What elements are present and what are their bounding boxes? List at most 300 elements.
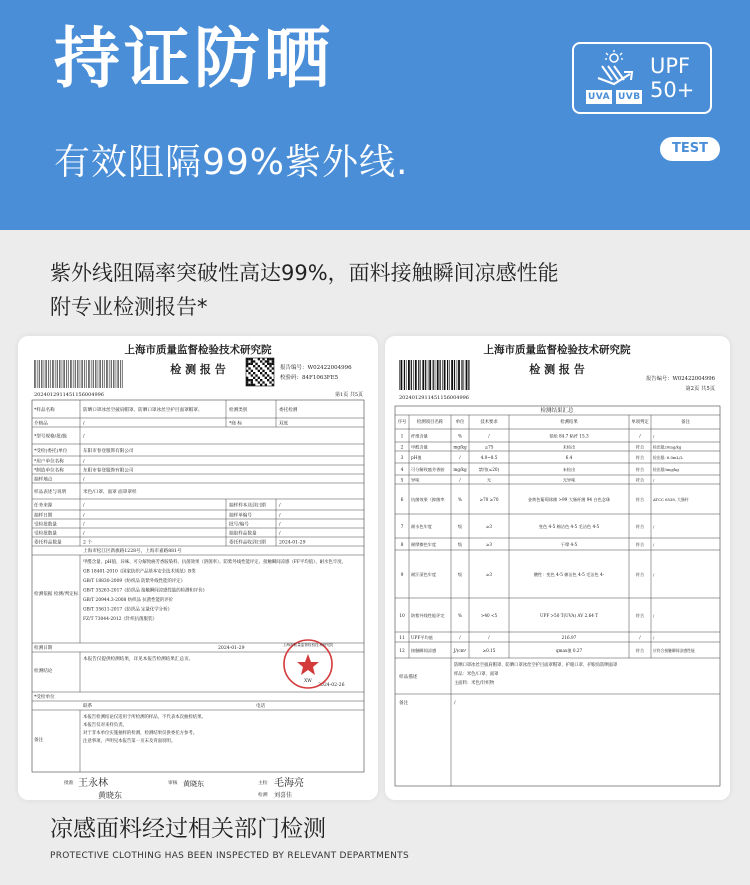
field-label: 抽样地点 <box>34 477 53 483</box>
remark-value: / <box>454 701 456 706</box>
qr-module <box>251 363 253 365</box>
barcode-bar <box>52 360 53 388</box>
headline-title: 持证防晒 <box>54 20 334 97</box>
test-note: ATCC 6538, 大肠杆 <box>653 497 689 502</box>
test-unit: / <box>459 455 461 460</box>
test-note: / <box>653 433 655 439</box>
qr-module <box>251 358 253 360</box>
test-note: 应符合接触瞬间凉感性能 <box>653 648 695 653</box>
basis-line: GB/T 35611-2017《纺织品 定量化学分析》 <box>83 607 172 613</box>
row-number: 9 <box>400 573 404 578</box>
qr-module <box>267 358 269 360</box>
barcode-bar <box>66 360 67 388</box>
qr-module <box>260 372 262 374</box>
main-signature: 毛海亮 <box>274 778 304 789</box>
qr-module <box>260 360 262 362</box>
test-result: qmax值 0.27 <box>555 648 583 653</box>
test-note: / <box>653 613 655 618</box>
upf-value: 50+ <box>650 78 695 102</box>
caption: 凉感面料经过相关部门检测 <box>50 816 326 842</box>
barcode-bar <box>102 360 103 388</box>
remark-line: 本报告仅对来样负责。 <box>83 723 127 728</box>
remark-line: 注意事项，声明见本报告第一页末及背面说明。 <box>83 739 176 744</box>
barcode-bar <box>38 360 39 388</box>
qr-module <box>248 379 250 381</box>
test-requirement: ≥70 ≥70 <box>479 497 499 502</box>
field-value: / <box>83 477 85 483</box>
qr-module <box>253 372 255 374</box>
field-value: 双度 <box>279 421 289 427</box>
test-item: 接触瞬间凉感 <box>411 648 437 653</box>
barcode-bar <box>444 360 446 390</box>
field-label: *型号规格/批/级 <box>34 434 67 440</box>
field-value: / <box>83 459 85 465</box>
basis-line: GB/T 18830-2009《纺织品 防紫外线性能的评定》 <box>83 579 186 584</box>
intro-line-2: 附专业检测报告* <box>50 295 208 319</box>
test-requirement: ≤75 <box>484 444 494 450</box>
barcode-bar <box>457 360 458 390</box>
test-item: pH值 <box>411 455 422 460</box>
check-code: 校验码：84F1063FE5 <box>280 375 339 381</box>
sample-line: 防晒口罩冰丝空披肩帽罩、防晒口罩冰丝空护目面罩帽罩、护眼口罩、护眼角防晒面罩 <box>454 663 618 668</box>
qr-module <box>269 365 271 367</box>
report-number: 报告编号：W02422004996 <box>280 365 352 371</box>
barcode-bar <box>90 360 91 388</box>
test-unit: mg/kg <box>453 444 467 450</box>
test-requirement: >40 <5 <box>480 613 498 618</box>
test-judgement: 符合 <box>635 444 645 450</box>
conclusion-label: 检测结论 <box>34 669 53 674</box>
test-result: 氨纶 84.7 粘纤 15.3 <box>549 433 589 439</box>
barcode-bar <box>458 360 460 390</box>
barcode-bar <box>74 360 75 388</box>
qr-module <box>251 374 253 376</box>
field-label: *受检(委托)单位 <box>34 449 68 454</box>
field-value: / <box>83 503 85 509</box>
row-number: 10 <box>399 614 405 619</box>
qr-module <box>262 358 264 360</box>
qr-module <box>267 367 269 369</box>
sample-line: 样品：米色/口罩、面罩 <box>454 672 499 677</box>
field-label: 任务来源 <box>34 503 53 509</box>
barcode-bar <box>99 360 100 388</box>
basis-label: 检测依据 检测/判定标 <box>34 592 79 597</box>
test-item: UPF平均值 <box>411 635 433 640</box>
qr-module <box>255 374 257 376</box>
barcode-bar <box>120 360 121 388</box>
qr-module <box>267 379 269 381</box>
test-item: 抗菌效果（抑菌率 <box>411 497 445 502</box>
report-serial: 2024012911451156004996 <box>34 392 104 398</box>
field-label: 抽样日期 <box>34 513 53 519</box>
test-requirement: ≥3 <box>485 542 493 547</box>
tester-label: 检测 <box>258 793 268 798</box>
barcode-bar <box>433 360 434 390</box>
qr-module <box>272 367 274 369</box>
test-judgement: 符合 <box>635 572 645 577</box>
test-result: 金黄色葡萄球菌 >99 大肠杆菌 94 白色念珠 <box>527 497 611 502</box>
barcode-bar <box>466 360 468 390</box>
stamp-star <box>297 654 319 675</box>
qr-module <box>248 384 250 386</box>
qr-module <box>251 379 253 381</box>
barcode-bar <box>110 360 111 388</box>
audit-label: 审核 <box>168 781 178 786</box>
test-result: 无异味 <box>562 477 576 483</box>
bottom-signature: 黄晓东 <box>98 791 122 800</box>
test-result: 216.97 <box>561 635 577 640</box>
row-number: 4 <box>400 468 404 473</box>
barcode-bar <box>84 360 85 388</box>
field-label: 检测类别 <box>229 408 248 413</box>
report-page-2 <box>385 336 730 800</box>
barcode-bar <box>108 360 109 388</box>
qr-module <box>246 363 248 365</box>
field-value: 防晒口罩冰丝空披肩帽罩、防晒口罩冰丝空护目面罩帽罩、 <box>83 408 203 413</box>
qr-module <box>253 365 255 367</box>
barcode-bar <box>418 360 419 390</box>
test-result: 未检出 <box>562 467 576 472</box>
barcode-bar <box>401 360 403 390</box>
test-note: / <box>653 572 655 577</box>
barcode-bar <box>48 360 49 388</box>
test-requirement: ≥3 <box>485 524 493 529</box>
contact-label: 联系 <box>83 704 93 709</box>
test-note: / <box>653 477 655 483</box>
qr-module <box>253 360 255 362</box>
test-item: 甲醛含量 <box>411 444 428 450</box>
test-item: 防紫外线性能评定 <box>411 613 445 618</box>
barcode-bar <box>404 360 405 390</box>
test-unit: % <box>458 497 462 502</box>
basis-line: 甲醛含量、pH值、异味、可分解致癌芳香胺染料、抗菌效果（溶菌率）、防紫外线性能评定、接触瞬间凉感（FF平均值）、耐水色牢度、 <box>83 560 346 565</box>
qr-module <box>260 379 262 381</box>
audit-signature: 黄晓东 <box>183 780 204 788</box>
qr-module <box>251 360 253 362</box>
qr-module <box>248 367 250 369</box>
qr-module <box>246 384 248 386</box>
barcode-bar <box>93 360 94 388</box>
qr-module <box>262 381 264 383</box>
test-unit: 级 <box>457 572 463 577</box>
field-value: 委托检测 <box>279 408 298 413</box>
qr-module <box>265 372 267 374</box>
qr-module <box>248 358 250 360</box>
barcode-bar <box>41 360 42 388</box>
main-label: 主检 <box>258 781 268 786</box>
test-note: / <box>653 635 655 640</box>
barcode-bar <box>429 360 431 390</box>
barcode-bar <box>50 360 51 388</box>
field-value: / <box>83 421 85 427</box>
qr-module <box>267 363 269 365</box>
qr-module <box>260 384 262 386</box>
field-label: 样品表述与说明 <box>34 490 67 495</box>
barcode-bar <box>437 360 439 390</box>
qr-module <box>258 381 260 383</box>
qr-module <box>246 370 248 372</box>
qr-module <box>251 381 253 383</box>
qr-module <box>260 367 262 369</box>
qr-module <box>272 384 274 386</box>
basis-line: FZ/T 73044-2012《针织抗菌服装》 <box>83 617 157 622</box>
field-label: *用户单位名称 <box>34 459 64 465</box>
field-value: / <box>83 513 85 519</box>
sample-line: 主面料：米色/针织物 <box>454 681 495 686</box>
barcode-bar <box>464 360 465 390</box>
qr-module <box>265 365 267 367</box>
qr-module <box>269 363 271 365</box>
barcode-bar <box>59 360 60 388</box>
barcode-bar <box>118 360 119 388</box>
intro-text <box>50 256 710 324</box>
test-judgement: 符合 <box>635 477 645 483</box>
report-page-1 <box>18 336 378 800</box>
field-value: / <box>83 434 85 440</box>
test-result: 酸性：变色 4-5 棉沾色 4-5 毛沾色 4- <box>533 572 605 577</box>
test-judgement: 符合 <box>635 497 645 502</box>
barcode-bar <box>422 360 424 390</box>
qr-module <box>265 360 267 362</box>
barcode-bar <box>100 360 101 388</box>
field-value: 2024-01-29 <box>279 540 306 546</box>
qr-module <box>251 370 253 372</box>
row-number: 5 <box>400 478 404 484</box>
test-judgement: 符合 <box>635 648 645 653</box>
test-unit: 级 <box>457 524 463 529</box>
test-requirement: / <box>488 433 490 439</box>
test-requirement: 4.0~8.5 <box>480 455 498 460</box>
field-label: 批号/编号 <box>229 522 249 528</box>
column-header: 备注 <box>681 420 690 425</box>
field-value: / <box>279 513 281 519</box>
qr-module <box>269 377 271 379</box>
column-header: 技术要求 <box>480 420 498 425</box>
barcode-bar <box>413 360 414 390</box>
header-banner <box>0 0 750 230</box>
test-judgement: / <box>639 433 641 439</box>
qr-module <box>272 363 274 365</box>
field-label: 受检批数量 <box>34 531 57 537</box>
institute-name: 上海市质量监督检验技术研究院 <box>124 344 272 356</box>
row-number: 12 <box>399 649 405 654</box>
address-value: 上海市松江区新旗路1228号，上海市嘉路881号 <box>83 549 182 554</box>
upf-rating <box>650 54 694 102</box>
row-number: 7 <box>400 525 404 530</box>
barcode-bar <box>461 360 462 390</box>
report-title: 检 测 报 告 <box>170 363 226 376</box>
test-unit: J/(cm² <box>453 648 467 653</box>
test-result: 变色 4-5 棉沾色 4-5 毛沾色 4-5 <box>538 524 600 529</box>
barcode-bar <box>81 360 82 388</box>
test-item: 耐摩擦色牢度 <box>411 542 437 547</box>
column-header: 检测结果 <box>560 420 578 425</box>
qr-module <box>246 360 248 362</box>
qr-module <box>267 360 269 362</box>
field-value: 东阳市春登服饰有限公司 <box>83 468 134 474</box>
tester-signature: 刘喜佳 <box>274 792 293 799</box>
barcode-bar <box>77 360 78 388</box>
row-number: 3 <box>400 456 404 461</box>
remark-label: 备注 <box>34 738 44 743</box>
qr-module <box>267 374 269 376</box>
upf-label: UPF <box>650 54 691 78</box>
barcode-bar <box>435 360 436 390</box>
barcode-bar <box>92 360 93 388</box>
qr-module <box>262 374 264 376</box>
qr-module <box>255 379 257 381</box>
test-note: / <box>653 542 655 547</box>
field-label: 介格品 <box>34 421 48 427</box>
approve-signature: 王永林 <box>78 778 108 789</box>
barcode-bar <box>454 360 455 390</box>
report-page-1-drawing <box>18 336 378 800</box>
uvb-label: UVB <box>618 92 641 102</box>
basis-line: GB/T 20944.3-2008 纺织品 抗菌性能的评价 <box>83 598 174 603</box>
test-requirement: 禁用(≤20) <box>478 467 500 472</box>
remark-line: 本报告检测结论仅适用于所检测的样品，不代表本次抽检结果。 <box>83 715 206 720</box>
column-header: 检测项目名称 <box>416 420 444 425</box>
barcode-bar <box>54 360 55 388</box>
barcode-bar <box>415 360 417 390</box>
qr-module <box>262 363 264 365</box>
barcode-bar <box>46 360 47 388</box>
barcode-bar <box>425 360 426 390</box>
field-value: / <box>83 522 85 528</box>
barcode-bar <box>447 360 448 390</box>
qr-module <box>253 377 255 379</box>
barcode-bar <box>408 360 410 390</box>
test-judgement: 符合 <box>635 524 645 529</box>
barcode-bar <box>106 360 107 388</box>
barcode-bar <box>451 360 453 390</box>
qr-module <box>272 372 274 374</box>
test-result: 未检出 <box>562 444 576 450</box>
qr-module <box>262 370 264 372</box>
qr-module <box>251 384 253 386</box>
row-number: 1 <box>400 434 404 440</box>
page-number: 第2页 共5页 <box>685 386 715 392</box>
test-unit: / <box>459 635 461 640</box>
field-label: 受检批数量 <box>34 522 57 528</box>
stamp-text: 上海市质量监督检验技术研究院 <box>282 643 334 647</box>
report-number: 报告编号：W02422004996 <box>646 376 715 382</box>
test-requirement: ≥0.15 <box>482 648 496 653</box>
barcode-bar <box>406 360 407 390</box>
test-unit: % <box>458 613 462 618</box>
field-value: / <box>279 531 281 537</box>
qr-module <box>253 384 255 386</box>
barcode-bar <box>449 360 450 390</box>
summary-title: 检测结果汇总 <box>540 408 574 414</box>
barcode-bar <box>56 360 57 388</box>
barcode-bar <box>97 360 98 388</box>
unit-label: *受检单位 <box>34 695 55 700</box>
check-date-label: 检测日期 <box>34 646 53 651</box>
qr-module <box>258 370 260 372</box>
barcode-bar <box>111 360 112 388</box>
field-label: 抽样单编号 <box>229 513 252 519</box>
headline-subtitle: 有效阻隔99%紫外线. <box>54 142 409 183</box>
qr-module <box>269 370 271 372</box>
barcode-bar <box>64 360 65 388</box>
row-number: 6 <box>400 498 404 503</box>
report-title: 检 测 报 告 <box>529 363 585 376</box>
test-result: UPF >50 T(UVA) AV 2.64 T <box>539 613 599 618</box>
remark-label: 备注 <box>399 701 409 706</box>
barcode-bar <box>113 360 114 388</box>
barcode-bar <box>88 360 89 388</box>
sample-label: 样品描述 <box>399 675 418 680</box>
field-label: *样品名称 <box>34 408 55 413</box>
basis-line: GB 18401-2010《国家纺织产品基本安全技术规范》B类 <box>83 569 196 575</box>
test-item: 耐汗渍色牢度 <box>411 572 437 577</box>
qr-module <box>258 358 260 360</box>
qr-module <box>246 379 248 381</box>
qr-module <box>246 365 248 367</box>
barcode-bar <box>61 360 62 388</box>
qr-module <box>248 363 250 365</box>
report-page-2-drawing <box>385 336 730 800</box>
barcode-bar <box>70 360 71 388</box>
qr-module <box>269 358 271 360</box>
barcode-bar <box>95 360 96 388</box>
check-date: 2024-01-29 <box>218 646 245 651</box>
field-label: 委托样品收到日期 <box>229 540 266 546</box>
barcode-bar <box>442 360 443 390</box>
qr-module <box>255 363 257 365</box>
test-result: 干摩 4-5 <box>560 542 578 547</box>
field-value: / <box>83 531 85 537</box>
barcode-bar <box>75 360 76 388</box>
uva-label: UVA <box>588 92 611 102</box>
test-judgement: 符合 <box>635 613 645 618</box>
institute-name: 上海市质量监督检验技术研究院 <box>483 344 631 356</box>
field-label: 抽取样品数量 <box>229 531 257 537</box>
test-note: 检出限5mg/kg <box>653 467 679 472</box>
row-number: 2 <box>400 445 404 451</box>
test-requirement: ≥3 <box>485 572 493 577</box>
test-item: 纤维含量 <box>411 433 428 439</box>
basis-line: GB/T 35263-2017《纺织品 接触瞬间凉感性能的检测和评价》 <box>83 588 207 594</box>
intro-line-1: 紫外线阻隔率突破性高达99%，面料接触瞬间凉感性能 <box>50 261 559 285</box>
test-note: 检出限20mg/kg <box>653 444 682 450</box>
column-header: 单位 <box>455 420 465 425</box>
qr-module <box>265 377 267 379</box>
qr-module <box>258 365 260 367</box>
test-note: 检出限: 6.0mL/L <box>653 455 683 460</box>
barcode-bar <box>57 360 58 388</box>
barcode-bar <box>440 360 441 390</box>
barcode-bar <box>117 360 118 388</box>
qr-module <box>272 358 274 360</box>
barcode-bar <box>43 360 44 388</box>
field-label: 抽样样本送到日期 <box>229 503 266 509</box>
test-item: 异味 <box>411 477 420 483</box>
barcode-bar <box>34 360 35 388</box>
qr-module <box>272 360 274 362</box>
test-note: / <box>653 524 655 529</box>
qr-module <box>246 377 248 379</box>
test-judgement: 符合 <box>635 455 645 460</box>
qr-module <box>269 381 271 383</box>
test-judgement: 符合 <box>635 467 645 472</box>
test-unit: 级 <box>457 542 463 547</box>
field-value: / <box>279 522 281 528</box>
qr-module <box>272 379 274 381</box>
barcode-bar <box>428 360 429 390</box>
qr-module <box>246 381 248 383</box>
